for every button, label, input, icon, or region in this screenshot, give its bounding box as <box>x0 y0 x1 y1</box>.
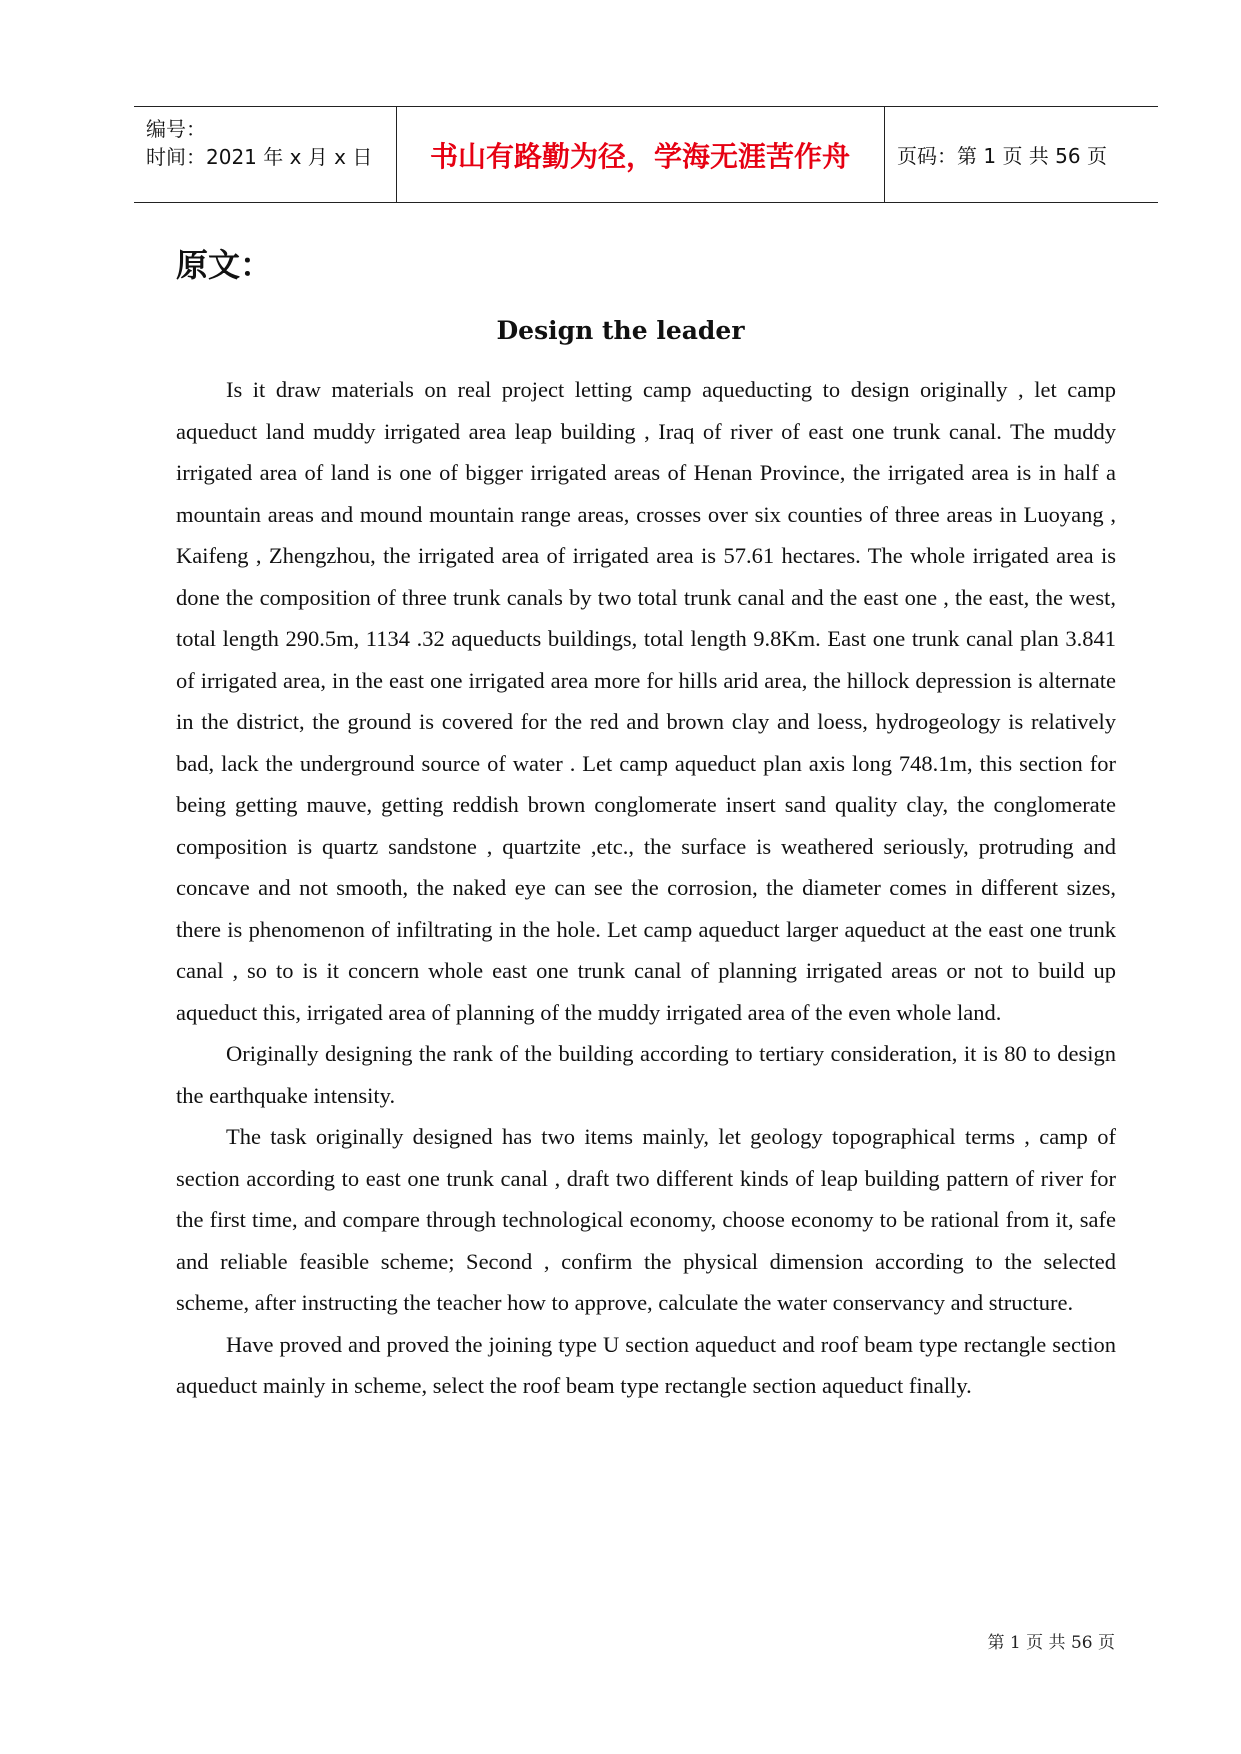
time-label: 时间：2021 年 x 月 x 日 <box>146 145 373 169</box>
page-code: 页码：第 1 页 共 56 页 <box>897 144 1107 168</box>
header-table <box>134 106 1158 203</box>
paragraph: Have proved and proved the joining type U section aqueduct and roof beam type rectangle section aqueduct mainly in scheme, select the roof beam type rectangle section aqueduct finally. <box>176 1331 1116 1398</box>
paragraph: Originally designing the rank of the building according to tertiary consideration, it is 80 to design the earthquake intensity. <box>176 1041 1116 1108</box>
document-title: Design the leader <box>496 316 745 345</box>
section-label: 原文： <box>176 246 273 284</box>
header-right-cell <box>885 107 1158 202</box>
document-body <box>176 369 1116 1407</box>
paragraph: The task originally designed has two items mainly, let geology topographical terms , camp of section according to east one trunk canal , draft two different kinds of leap building pattern of river for the first time, and compare through technological economy, choose economy to be rational from it, safe and reliable feasible scheme; Second , confirm the physical dimension according to the selected scheme, after instructing the teacher how to approve, calculate the water conservancy and structure. <box>176 1124 1116 1315</box>
header-middle-cell <box>396 107 885 202</box>
paragraph: Is it draw materials on real project letting camp aqueducting to design originally , let camp aqueduct land muddy irrigated area leap building , Iraq of river of east one trunk canal. The muddy irrigated area of land is one of bigger irrigated areas of Henan Province, the irrigated area is in half a mountain areas and mound mountain range areas, crosses over six counties of three areas in Luoyang , Kaifeng , Zhengzhou, the irrigated area of irrigated area is 57.61 hectares. The whole irrigated area is done the composition of three trunk canals by two total trunk canal and the east one , the east, the west, total length 290.5m, 1134 .32 aqueducts buildings, total length 9.8Km. East one trunk canal plan 3.841 of irrigated area, in the east one irrigated area more for hills arid area, the hillock depression is alternate in the district, the ground is covered for the red and brown clay and loess, hydrogeology is relatively bad, lack the underground source of water . Let camp aqueduct plan axis long 748.1m, this section for being getting mauve, getting reddish brown conglomerate insert sand quality clay, the conglomerate composition is quartz sandstone , quartzite ,etc., the surface is weathered seriously, protruding and concave and not smooth, the naked eye can see the corrosion, the diameter comes in different sizes, there is phenomenon of infiltrating in the hole. Let camp aqueduct larger aqueduct at the east one trunk canal , so to is it concern whole east one trunk canal of planning irrigated areas or not to build up aqueduct this, irrigated area of planning of the muddy irrigated area of the even whole land. <box>176 377 1116 1025</box>
number-label: 编号： <box>146 117 206 141</box>
motto-text: 书山有路勤为径，学海无涯苦作舟 <box>429 139 850 173</box>
page-footer: 第 1 页 共 56 页 <box>987 1633 1115 1653</box>
header-left-cell <box>134 107 397 202</box>
